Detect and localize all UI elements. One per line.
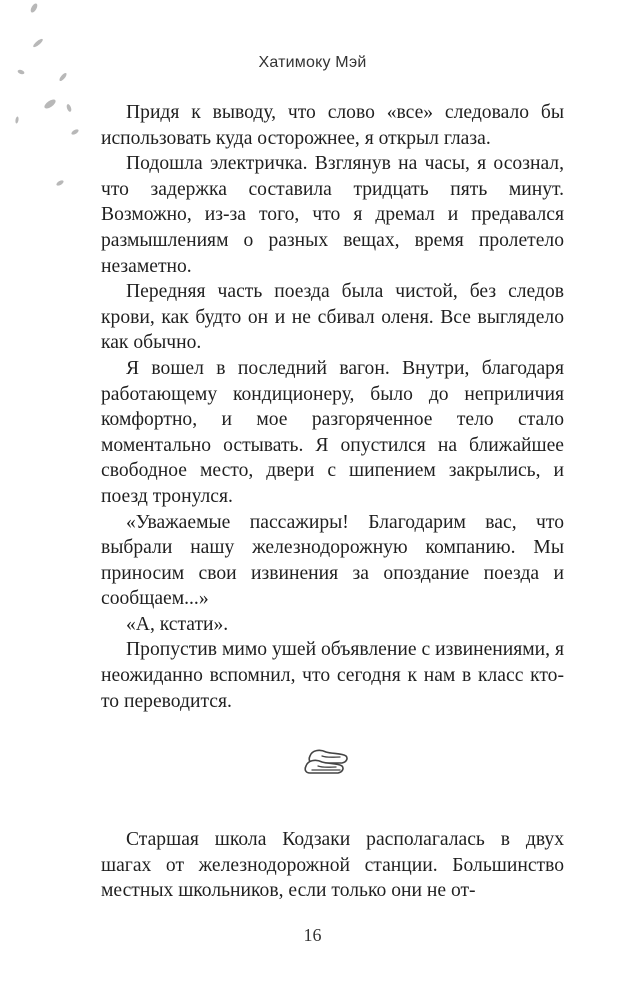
paragraph: Придя к выводу, что слово «все» следовало бы использовать куда осторожнее, я открыл глаза. [101,102,564,149]
paragraph: «А, кстати». [126,613,229,635]
paragraph: Пропустив мимо ушей объявление с извинениями, я неожиданно вспомнил, что сегодня к нам в класс кто-то переводится. [101,639,564,712]
paragraph: Я вошел в последний вагон. Внутри, благодаря работающему кондиционеру, было до неприличия комфортно, и мое разгоряченное тело стало моментально остывать. Я опустился на ближайшее свободное место, двери с шипением закрылись, и поезд тронулся. [101,357,564,507]
main-text [101,100,564,714]
running-head: Хатимоку Мэй [258,54,367,71]
paragraph: «Уважаемые пассажиры! Благодарим вас, что выбрали нашу железнодорожную компанию. Мы приносим свои извинения за опоздание поезда и сообщаем...» [101,511,564,610]
page-number: 16 [303,925,322,945]
section-two-text [101,827,564,904]
petals-decoration [0,0,90,200]
shoes-icon [302,745,352,781]
paragraph: Старшая школа Кодзаки располагалась в двух шагах от железнодорожной станции. Большинство местных школьников, если только они не от- [101,829,564,902]
paragraph: Передняя часть поезда была чистой, без следов крови, как будто он и не сбивал оленя. Все выглядело как обычно. [101,281,564,354]
paragraph: Подошла электричка. Взглянув на часы, я осознал, что задержка составила тридцать пять минут. Возможно, из-за того, что я дремал и предавался размышлениям о разных вещах, время пролетело незаметно. [101,153,564,277]
